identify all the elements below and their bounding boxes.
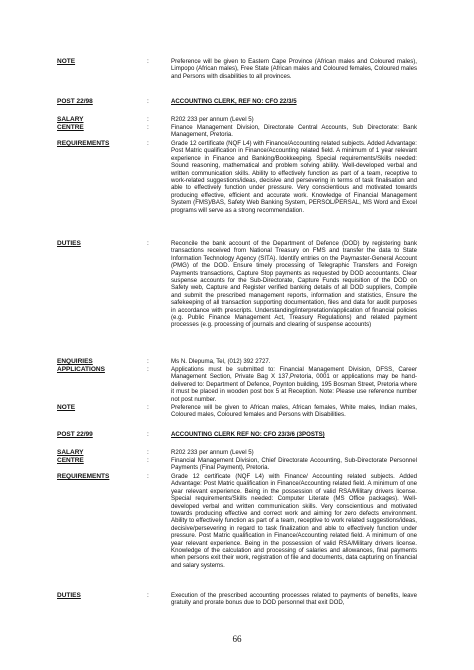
colon: : xyxy=(147,116,149,123)
section-text: R202 233 per annum (Level 5) xyxy=(171,449,254,456)
section-text: Grade 12 certificate (NQF L4) with Finance/ Accounting related subjects. Added Advantage: Post Matric qualification in Finance/Accounting related field. A minimum of one year relevant experience. Being in the possession of valid RSA/Military drivers license. Special requirements/Skills needed: Computer Literate (MS Office packages). Well-developed verbal and written communication skills. Very conscientious and motivated towards producing effective and correct work and aiming for zero defects environment. Ability to effectively function as part of a team, receptive to work related suggestions/ideas, decisive/persevering in regard to task finalization and able to effectively function under pressure. Post Matric qualification in Finance/Accounting related field. A minimum of one year relevant experience. Being in the possession of valid RSA/Military drivers license. Knowledge of the calculation and processing of salaries and allowances, final payments when persons exit their work, registration of file and documents, data capturing on financial and salary systems. xyxy=(171,473,417,569)
colon: : xyxy=(147,58,149,65)
section-label: CENTRE xyxy=(57,457,84,464)
section-text: Preference will be given to African males, African females, White males, Indian males, Coloured males, Coloured females and Persons with Disabilities. xyxy=(171,404,417,419)
post-number: POST 22/99 xyxy=(57,431,93,438)
section-label: APPLICATIONS xyxy=(57,366,105,373)
section-text: Preference will be given to Eastern Cape Province (African males and Coloured males), Limpopo (African males), Free State (African males and Coloured females, Coloured males and Persons with disabilities to all provinces. xyxy=(171,58,417,80)
post-title: ACCOUNTING CLERK, REF NO: CFO 22/3/5 xyxy=(171,98,297,105)
section-label: SALARY xyxy=(57,449,84,456)
section-text: Execution of the prescribed accounting processes related to payments of benefits, leave gratuity and prorate bonus due to DOD personnel that exit DOD, xyxy=(171,592,417,607)
section-text: Financial Management Division, Chief Directorate Accounting, Sub-Directorate Personnel Payments (Final Payment), Pretoria. xyxy=(171,457,417,472)
colon: : xyxy=(147,98,149,105)
section-text: Reconcile the bank account of the Department of Defence (DOD) by registering bank transactions received from National Treasury on FMS and transfer the data to State Information Technology Agency (SITA). Identify entries on the Paymaster-General Account (PMG) of the DOD. Ensure timely processing of Telegraphic Transfers and Foreign Payments transactions, Capture Stop payments as requested by DOD accountants. Clear suspense accounts for the Sub-Directorate, Capture Funds requisition of the DOD on Safety web, Capture and Register verified banking details of all DOD suppliers, Compile and submit the prescribed management reports, information and statistics, Ensure the safekeeping of all transaction supporting documentation, files and data for audit purposes in accordance with prescripts. Understanding/interpretation/application of financial policies (e.g. Public Finance Management Act, Treasury Regulations) and related payment processes (e.g. processing of journals and clearing of suspense accounts) xyxy=(171,240,417,329)
colon: : xyxy=(147,124,149,131)
colon: : xyxy=(147,457,149,464)
section-label: SALARY xyxy=(57,116,84,123)
section-text: Applications must be submitted to: Financial Management Division, DFSS, Career Management Section, Private Bag X 137,Pretoria, 0001 or applications may be hand-delivered to: Department of Defence, Poynton building, 195 Bosman Street, Pretoria where it must be placed in wooden post box 5 at Reception. Note: Please use reference number not post number. xyxy=(171,366,417,403)
colon: : xyxy=(147,431,149,438)
section-label: DUTIES xyxy=(57,592,81,599)
colon: : xyxy=(147,404,149,411)
colon: : xyxy=(147,140,149,147)
page-number: 66 xyxy=(232,634,242,644)
section-label: CENTRE xyxy=(57,124,84,131)
post-title: ACCOUNTING CLERK REF NO: CFO 23/3/6 (3POSTS) xyxy=(171,431,325,438)
colon: : xyxy=(147,358,149,365)
section-text: Grade 12 certificate (NQF L4) with Finance/Accounting related subjects. Added Advantage: Post Matric qualification in Finance/Accounting related field. A minimum of 1 year relevant experience in Finance and Banking/Bookkeeping. Special requirements/Skills needed: Sound reasoning, mathematical and problem solving ability. Well-developed verbal and written communication skills. Ability to effectively function as part of a team, receptive to work-related suggestions/ideas, decisive and persevering in terms of task finalisation and able to effectively function under pressure. Very conscientious and motivated towards producing effective, efficient and accurate work. Knowledge of Financial Management System (FMS)/BAS, Safety Web Banking System, PERSOL/PERSAL, MS Word and Excel programs will serve as a strong recommendation. xyxy=(171,140,417,214)
section-label: DUTIES xyxy=(57,240,81,247)
section-label: ENQUIRIES xyxy=(57,358,93,365)
colon: : xyxy=(147,449,149,456)
section-text: Finance Management Division, Directorate Central Accounts, Sub Directorate: Bank Management, Pretoria. xyxy=(171,124,417,139)
colon: : xyxy=(147,592,149,599)
post-number: POST 22/98 xyxy=(57,98,93,105)
colon: : xyxy=(147,473,149,480)
section-label: NOTE xyxy=(57,404,76,411)
section-label: REQUIREMENTS xyxy=(57,473,110,480)
section-text: R202 233 per annum (Level 5) xyxy=(171,116,254,123)
colon: : xyxy=(147,240,149,247)
section-label: REQUIREMENTS xyxy=(57,140,110,147)
section-text: Ms N. Dlepuma, Tel, (012) 392 2727. xyxy=(171,358,271,365)
section-label: NOTE xyxy=(57,58,76,65)
colon: : xyxy=(147,366,149,373)
